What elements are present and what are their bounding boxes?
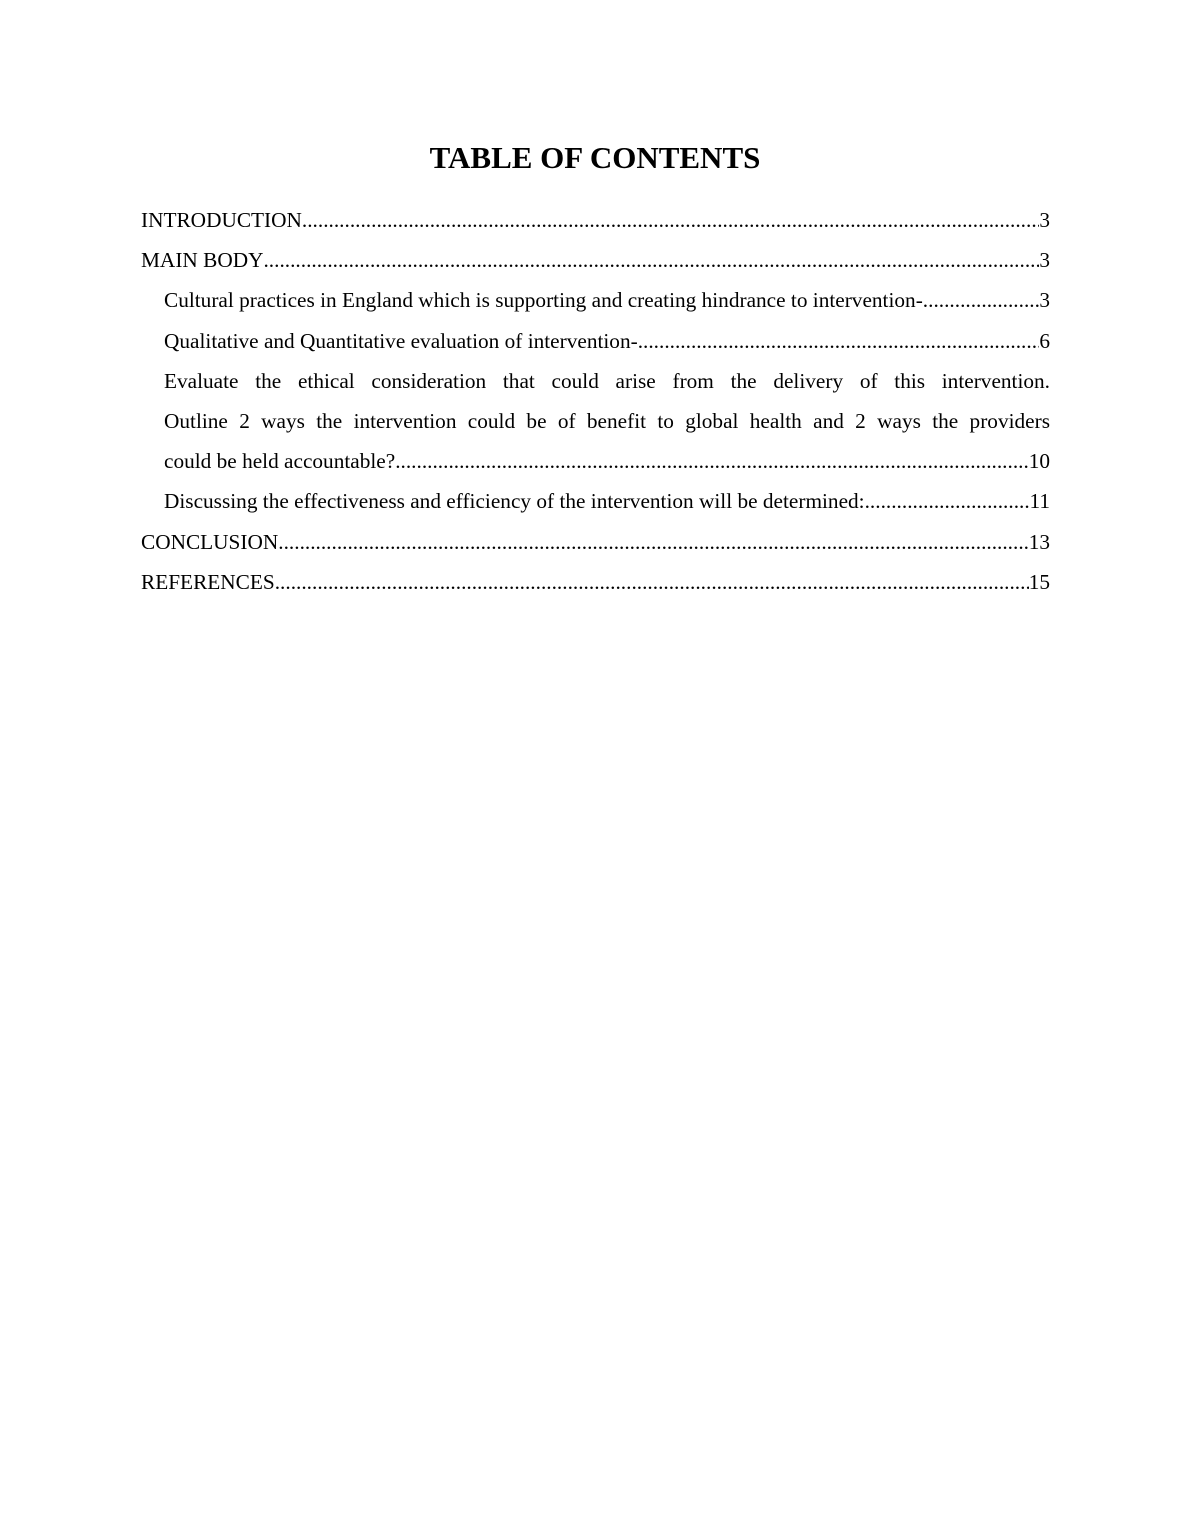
toc-entry-label: Discussing the effectiveness and efficiency of the intervention will be determined: [164,489,865,514]
toc-entry-label: INTRODUCTION [141,208,302,232]
toc-entry-label-line-2: Outline 2 ways the intervention could be of benefit to global health and 2 ways the providers [164,409,1050,434]
toc-entry-label: Cultural practices in England which is supporting and creating hindrance to intervention- [164,288,923,313]
toc-entry-label-line-3: could be held accountable? [164,449,396,474]
toc-entry-label: Qualitative and Quantitative evaluation of intervention- [164,328,638,353]
table-of-contents [141,200,1050,602]
toc-page-number: 10 [1028,449,1050,474]
toc-entry-label: CONCLUSION [141,529,279,554]
toc-dot-leader [302,200,1039,240]
toc-entry-conclusion[interactable] [141,522,1050,562]
toc-dot-leader [278,522,1028,562]
toc-entry-label: REFERENCES [141,569,275,594]
toc-page-number: 13 [1028,529,1050,554]
toc-entry-references[interactable] [141,562,1050,602]
toc-entry-label-line-1: Evaluate the ethical consideration that could arise from the delivery of this intervention. [164,368,1050,393]
toc-dot-leader [923,280,1040,320]
toc-page-number: 15 [1028,569,1050,594]
toc-dot-leader [395,441,1029,481]
toc-page-number: 3 [1039,208,1050,232]
toc-entry-label: MAIN BODY [141,248,264,273]
toc-dot-leader [638,321,1040,361]
toc-page-number: 3 [1039,288,1050,313]
toc-entry-effectiveness-efficiency[interactable] [141,481,1050,521]
toc-entry-introduction[interactable] [141,200,1050,240]
toc-dot-leader [275,562,1029,602]
toc-entry-qualitative-quantitative[interactable] [141,321,1050,361]
toc-entry-ethical-consideration[interactable] [141,361,1050,482]
toc-dot-leader [263,240,1039,280]
toc-entry-last-line [164,441,1050,481]
toc-page-number: 6 [1039,328,1050,353]
toc-page-number: 3 [1039,248,1050,273]
toc-title: TABLE OF CONTENTS [429,140,761,175]
toc-entry-main-body[interactable] [141,240,1050,280]
toc-entry-cultural-practices[interactable] [141,280,1050,320]
toc-page-number: 11 [1029,489,1050,514]
toc-dot-leader [865,481,1030,521]
